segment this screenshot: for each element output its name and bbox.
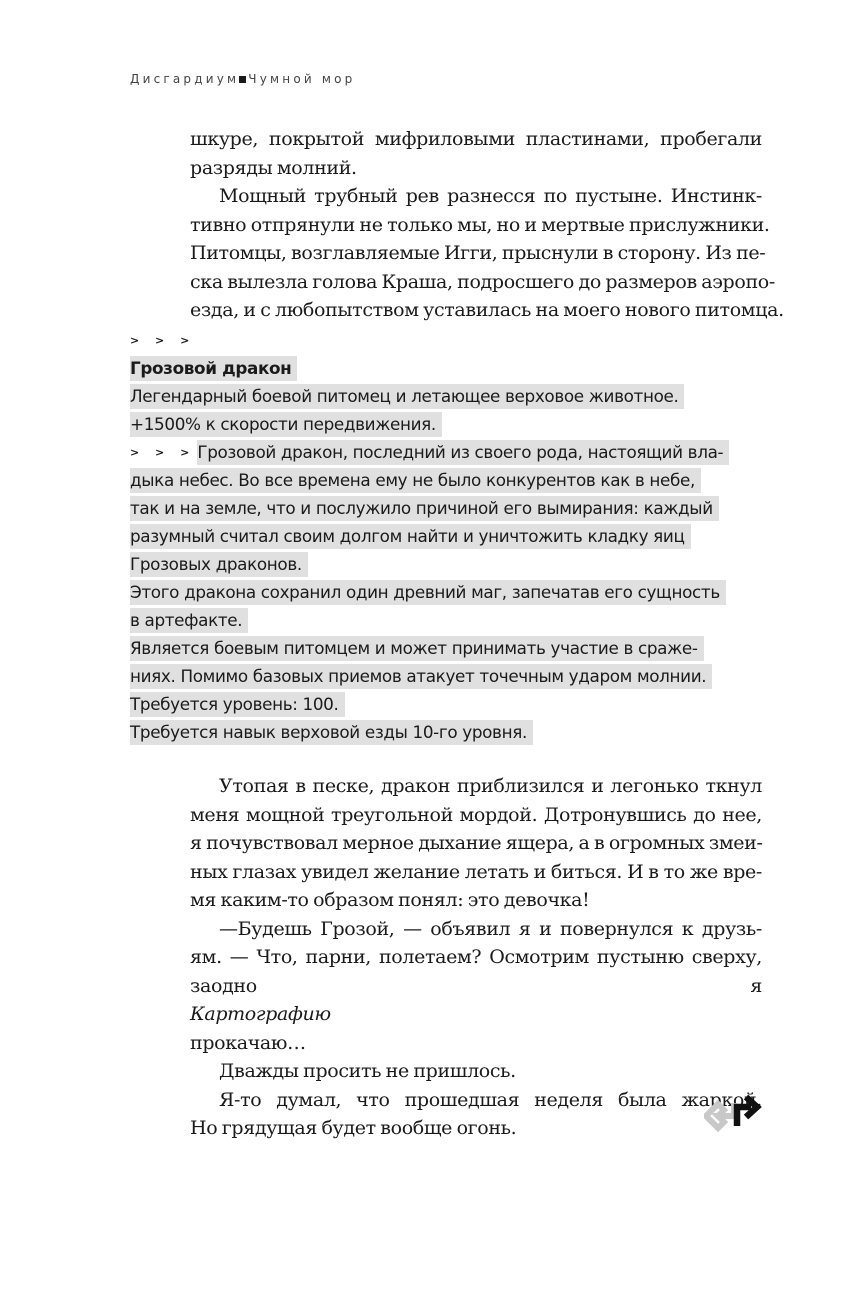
text-line: езда, и с любопытством уставилась на моего нового питомца. — [190, 299, 784, 321]
paragraph — [190, 772, 762, 915]
paragraph — [190, 182, 784, 325]
book-title: Чумной мор — [248, 72, 356, 86]
text-fragment: прокачаю… — [190, 1031, 306, 1054]
system-line — [130, 606, 770, 634]
system-text: +1500% к скорости передвижения. — [130, 412, 442, 437]
text-line: тивно отпрянули не только мы, но и мертвые прислужники. — [190, 213, 770, 236]
system-line — [130, 690, 770, 718]
skill-name-italic: Картографию — [190, 1003, 331, 1025]
system-line — [130, 410, 770, 438]
text-line: мя каким-то образом понял: это девочка! — [190, 889, 590, 911]
system-line — [130, 466, 770, 494]
text-line: меня мощной треугольной мордой. Дотронувшись до нее, — [190, 803, 762, 826]
system-text: Требуется уровень: 100. — [130, 692, 345, 717]
text-line: —Будешь Грозой, — объявил я и повернулся к друзь- — [219, 917, 762, 940]
paragraph — [190, 915, 762, 1058]
system-line — [130, 662, 770, 690]
system-line — [130, 494, 770, 522]
text-line: Утопая в песке, дракон приблизился и легонько ткнул — [219, 775, 762, 797]
system-text: Является боевым питомцем и может принимать участие в сраже- — [130, 636, 704, 661]
system-line — [130, 634, 770, 662]
text-line: Дважды просить не пришлось. — [219, 1060, 516, 1082]
prose-block-top — [190, 125, 784, 325]
system-text: Этого дракона сохранил один древний маг, запечатав его сущность — [130, 580, 726, 605]
system-arrows-icon: > > > — [130, 334, 196, 347]
system-text: дыка небес. Во все времена ему не было конкурентов как в небе, — [130, 468, 701, 493]
paragraph — [190, 1086, 762, 1143]
pet-title: Грозовой дракон — [130, 356, 297, 381]
system-line — [130, 718, 770, 746]
system-line — [130, 522, 770, 550]
system-text: разумный считал своим долгом найти и уничтожить кладку яиц — [130, 524, 691, 549]
text-line: ска вылезла голова Краша, подросшего до размеров аэропо- — [190, 270, 775, 293]
text-line: ям. — Что, парни, полетаем? Осмотрим пустыню сверху, — [190, 946, 762, 968]
system-text: так и на земле, что и послужило причиной его вымирания: каждый — [130, 496, 719, 521]
system-text: Грозовых драконов. — [130, 552, 308, 577]
page-nav-arrows — [704, 1090, 764, 1134]
book-series-title: Дисгардиум — [130, 72, 240, 86]
text-line: я почувствовал мерное дыхание ящера, а в огромных змеи- — [190, 832, 763, 854]
paragraph — [190, 125, 762, 182]
system-line — [130, 438, 770, 466]
system-line — [130, 578, 770, 606]
text-line: Питомцы, возглавляемые Игги, прыснули в сторону. Из пе- — [190, 242, 766, 264]
text-line: ных глазах увидел желание летать и биться. И в то же вре- — [190, 860, 762, 883]
system-line — [130, 550, 770, 578]
system-message-block — [130, 326, 770, 746]
text-line: шкуре, покрытой мифриловыми пластинами, пробегали — [190, 128, 762, 150]
system-title-line — [130, 354, 770, 382]
system-text: Легендарный боевой питомец и летающее верховое животное. — [130, 384, 684, 409]
text-line: Мощный трубный рев разнесся по пустыне. Инстинк- — [219, 185, 762, 207]
prose-block-bottom — [190, 772, 762, 1143]
running-head — [130, 70, 356, 88]
forward-arrow-icon[interactable] — [704, 1090, 764, 1134]
system-line — [130, 382, 770, 410]
system-arrows-line — [130, 326, 770, 354]
system-text: ниях. Помимо базовых приемов атакует точечным ударом молнии. — [130, 664, 712, 689]
text-line: Но грядущая будет вообще огонь. — [190, 1117, 517, 1139]
separator-square-icon — [239, 76, 246, 83]
text-fragment: заодно я — [190, 974, 762, 997]
paragraph — [190, 1057, 762, 1086]
text-line: Я-то думал, что прошедшая неделя была жаркой. — [219, 1088, 762, 1111]
system-text: Требуется навык верховой езды 10-го уровня. — [130, 720, 533, 745]
system-arrows-icon: > > > — [130, 446, 196, 459]
text-line: разряды молний. — [190, 156, 357, 179]
system-text: Грозовой дракон, последний из своего рода, настоящий вла- — [197, 440, 729, 465]
system-text: в артефакте. — [130, 608, 248, 633]
text-line — [190, 972, 762, 1058]
